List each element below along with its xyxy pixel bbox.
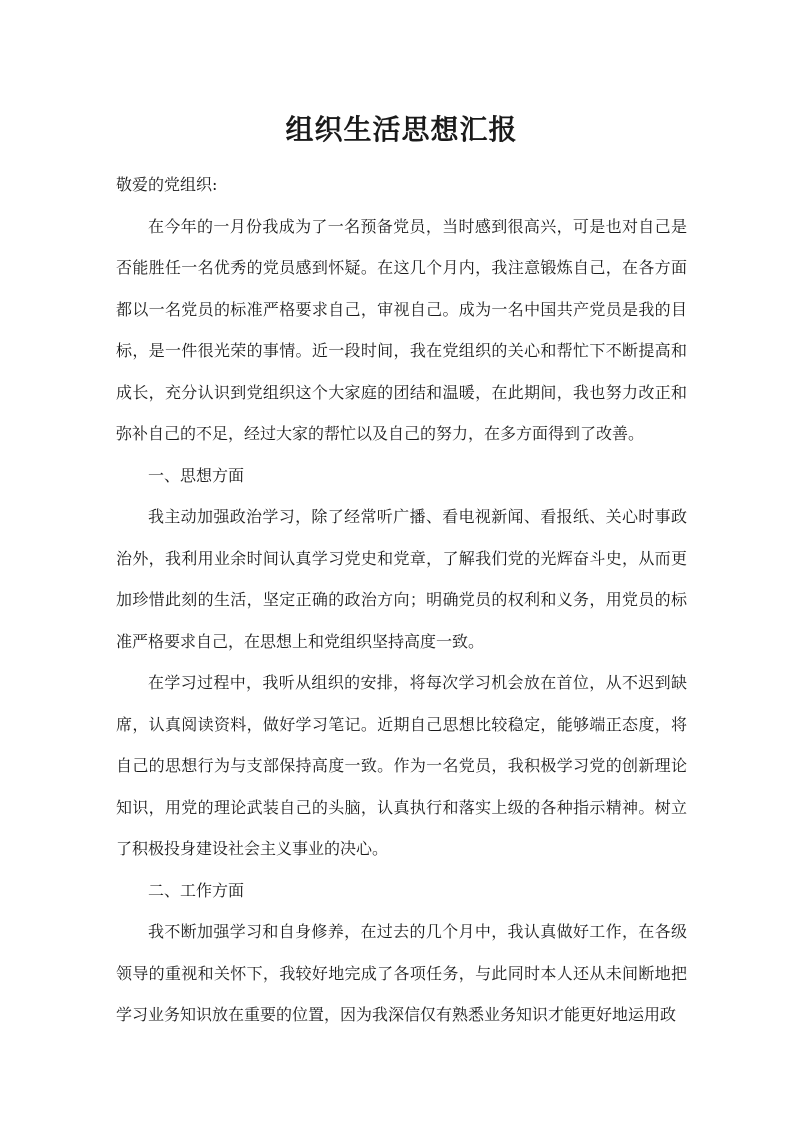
section-heading-work: 二、工作方面 <box>148 880 245 900</box>
paragraph-intro: 在今年的一月份我成为了一名预备党员，当时感到很高兴，可是也对自己是否能胜任一名优秀的党员感到怀疑。在这几个月内，我注意锻炼自己，在各方面都以一名党员的标准严格要求自己，审视自己。成为一名中国共产党员是我的目标，是一件很光荣的事情。近一段时间，我在党组织的关心和帮忙下不断提高和成长，充分认识到党组织这个大家庭的团结和温暖，在此期间，我也努力改正和弥补自己的不足，经过大家的帮忙以及自己的努力，在多方面得到了改善。 <box>116 216 687 443</box>
document-title: 组织生活思想汇报 <box>285 113 518 146</box>
paragraph-work-1: 我不断加强学习和自身修养，在过去的几个月中，我认真做好工作，在各级领导的重视和关怀下，我较好地完成了各项任务，与此同时本人还从未间断地把学习业务知识放在重要的位置，因为我深信仅有熟悉业务知识才能更好地运用政 <box>116 922 687 1024</box>
section-heading-thought: 一、思想方面 <box>148 465 245 485</box>
paragraph-thought-1: 我主动加强政治学习，除了经常听广播、看电视新闻、看报纸、关心时事政治外，我利用业余时间认真学习党史和党章，了解我们党的光辉奋斗史，从而更加珍惜此刻的生活，坚定正确的政治方向；明确党员的权利和义务，用党员的标准严格要求自己，在思想上和党组织坚持高度一致。 <box>116 507 687 651</box>
salutation: 敬爱的党组织: <box>116 175 218 194</box>
document-page <box>116 0 687 1130</box>
paragraph-thought-2: 在学习过程中，我听从组织的安排，将每次学习机会放在首位，从不迟到缺席，认真阅读资料，做好学习笔记。近期自己思想比较稳定，能够端正态度，将自己的思想行为与支部保持高度一致。作为一名党员，我积极学习党的创新理论知识，用党的理论武装自己的头脑，认真执行和落实上级的各种指示精神。树立了积极投身建设社会主义事业的决心。 <box>116 673 687 858</box>
document-body <box>116 164 687 1036</box>
